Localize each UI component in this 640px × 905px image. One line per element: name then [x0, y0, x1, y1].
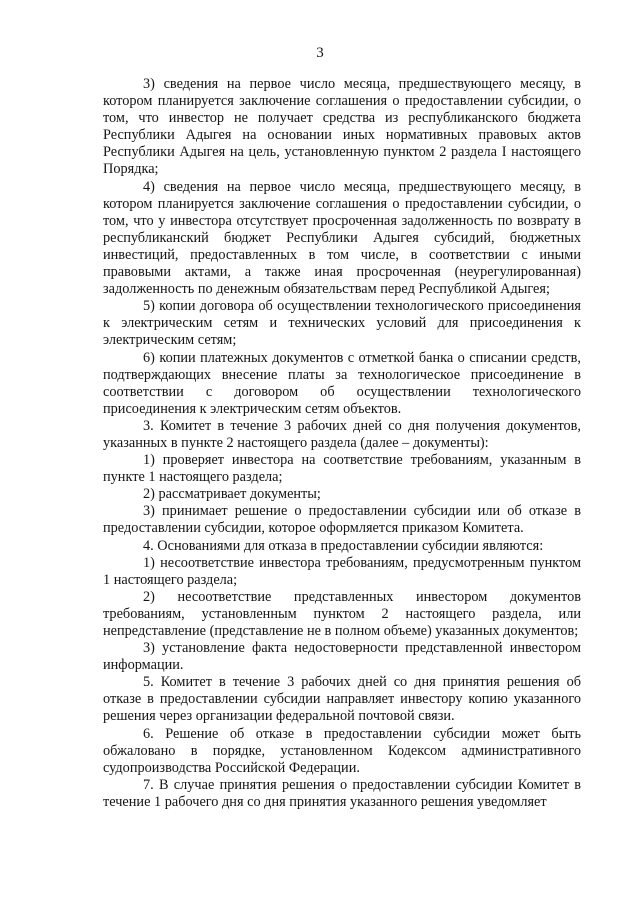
paragraph-item-5-contract-copies: 5) копии договора об осуществлении технологического присоединения к электрическим сетям и технических условий для присоединения к электрическим сетям;: [103, 298, 581, 349]
paragraph-ground-3-false-information: 3) установление факта недостоверности представленной инвестором информации.: [103, 640, 581, 674]
paragraph-subitem-2-review-documents: 2) рассматривает документы;: [143, 486, 321, 503]
paragraph-clause-5-refusal-notice: 5. Комитет в течение 3 рабочих дней со дня принятия решения об отказе в предоставлении субсидии направляет инвестору копию указанного решения через организации федеральной почтовой связи.: [103, 674, 581, 725]
paragraph-ground-1-noncompliance: 1) несоответствие инвестора требованиям, предусмотренным пунктом 1 настоящего раздела;: [103, 554, 581, 588]
document-body: [103, 76, 581, 811]
page-number: 3: [316, 45, 324, 61]
paragraph-item-6-payment-documents: 6) копии платежных документов с отметкой банка о списании средств, подтверждающих внесение платы за технологическое присоединение в соответствии с договором об осуществлении технологического присоединения к электрическим сетям объектов.: [103, 349, 581, 417]
paragraph-subitem-1-check-investor: 1) проверяет инвестора на соответствие требованиям, указанным в пункте 1 настоящего раздела;: [103, 452, 581, 486]
paragraph-clause-4-refusal-grounds: 4. Основаниями для отказа в предоставлении субсидии являются:: [143, 537, 544, 554]
paragraph-subitem-3-decision: 3) принимает решение о предоставлении субсидии или об отказе в предоставлении субсидии, которое оформляется приказом Комитета.: [103, 503, 581, 537]
paragraph-item-4-no-overdue-debt: 4) сведения на первое число месяца, предшествующего месяцу, в котором планируется заключение соглашения о предоставлении субсидии, о том, что у инвестора отсутствует просроченная задолженность по возврату в республиканский бюджет Республики Адыгея субсидий, бюджетных инвестиций, предоставленных в том числе, в соответствии с иными правовыми актами, а также иная просроченная (неурегулированная) задолженность по денежным обязательствам перед Республикой Адыгея;: [103, 178, 581, 298]
paragraph-item-3-investor-budget-funds: 3) сведения на первое число месяца, предшествующего месяцу, в котором планируется заключение соглашения о предоставлении субсидии, о том, что инвестор не получает средства из республиканского бюджета Республики Адыгея на основании иных нормативных правовых актов Республики Адыгея на цель, установленную пунктом 2 раздела I настоящего Порядка;: [103, 76, 581, 178]
paragraph-clause-3-committee-review: 3. Комитет в течение 3 рабочих дней со дня получения документов, указанных в пункте 2 настоящего раздела (далее – документы):: [103, 417, 581, 451]
paragraph-ground-2-documents: 2) несоответствие представленных инвестором документов требованиям, установленным пунктом 2 настоящего раздела, или непредставление (представление не в полном объеме) указанных документов;: [103, 588, 581, 639]
paragraph-clause-7-approval-notice: 7. В случае принятия решения о предоставлении субсидии Комитет в течение 1 рабочего дня со дня принятия указанного решения уведомляет: [103, 776, 581, 810]
paragraph-clause-6-appeal: 6. Решение об отказе в предоставлении субсидии может быть обжаловано в порядке, установленном Кодексом административного судопроизводства Российской Федерации.: [103, 725, 581, 776]
